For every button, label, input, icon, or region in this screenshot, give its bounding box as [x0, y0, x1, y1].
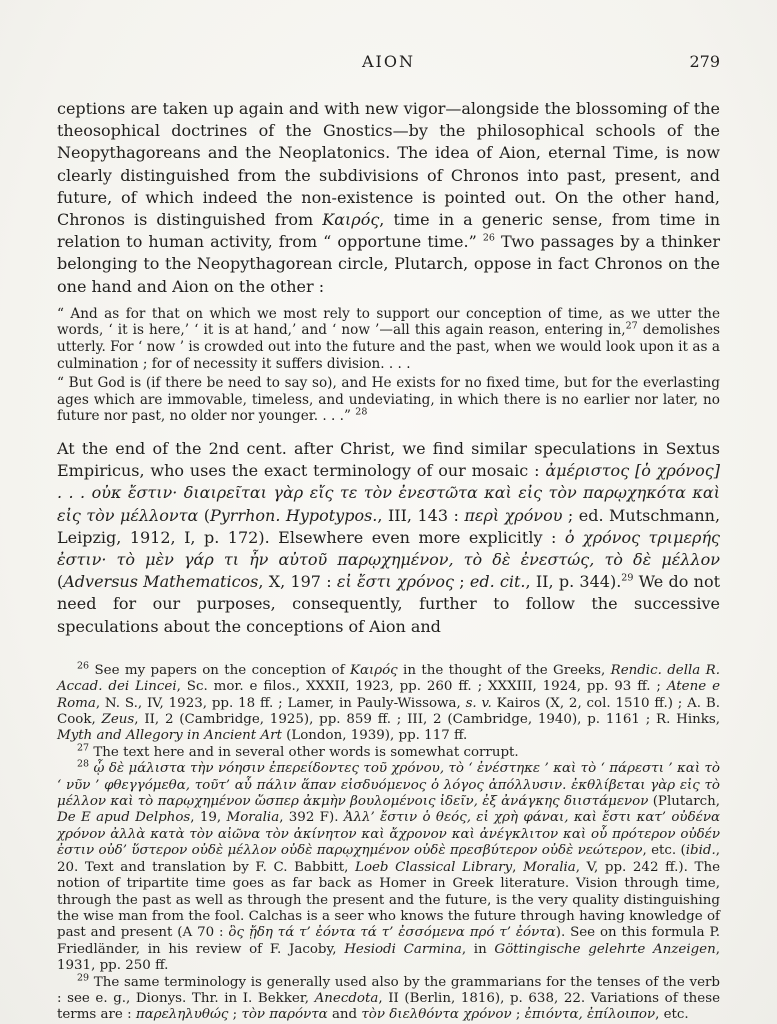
footnote-29: $^{29}$ The same terminology is generally used also by the grammarians for the tenses of the verb : see e. g., Dionys. Thr. in I. Bekker, Anecdota, II (Berlin, 1816), p. 638, 22. Variations of these terms are : παρεληλυθώς ; τὸν παρόντα and τὸν διελθόντα χρόνον ; ἐπιόντα, ἐπίλοιπον, etc. [57, 972, 720, 1023]
quote-paragraph-2: “ But God is (if there be need to say so), and He exists for no fixed time, but for the everlasting ages which are immovable, timeless, and undeviating, in which there is no earlier nor later, no future nor past, no older nor younger. . . .” $^{28}$ [57, 375, 720, 425]
footnotes-section [57, 660, 721, 1024]
paragraph-1: ceptions are taken up again and with new vigor—alongside the blossoming of the theosophical doctrines of the Gnostics—by the philosophical schools of the Neopythagoreans and the Neoplatonics. The idea of Aion, eternal Time, is now clearly distinguished from the subdivisions of Chronos into past, present, and future, of which indeed the non-existence is pointed out. On the other hand, Chronos is distinguished from Καιρός, time in a generic sense, from time in relation to human activity, from “ opportune time.” $^{26}$ Two passages by a thinker belonging to the Neopythagorean circle, Plutarch, oppose in fact Chronos on the one hand and Aion on the other : [57, 99, 721, 296]
block-quote [57, 306, 720, 425]
footnote-27: $^{27}$ The text here and in several other words is somewhat corrupt. [77, 742, 519, 760]
running-header [57, 52, 720, 72]
footnote-28: $^{28}$ ᾧ δὲ μάλιστα τὴν νόησιν ἐπερείδοντες τοῦ χρόνου, τὸ ‘ ἐνέστηκε ’ καὶ τὸ ‘ πάρεστι ’ καὶ τὸ ‘ νῦν ’ φθεγγόμεθα, τοῦτ’ αὖ πάλιν ἅπαν εἰσδυόμενος ὁ λόγος ἀπόλλυσιν. ἐκθλίβεται γὰρ εἰς τὸ μέλλον καὶ τὸ παρῳχημένον ὥσπερ ἀκμὴν βουλομένοις ἰδεῖν, ἐξ ἀνάγκης διιστάμενον (Plutarch, De E apud Delphos, 19, Moralia, 392 F). Ἀλλ’ ἔστιν ὁ θεός, εἰ χρὴ φάναι, καὶ ἔστι κατ’ οὐδένα χρόνον ἀλλὰ κατὰ τὸν αἰῶνα τὸν ἀκίνητον καὶ ἄχρονον καὶ ἀνέγκλιτον καὶ οὗ πρότερον οὐδέν ἐστιν οὐδ’ ὕστερον οὐδὲ μέλλον οὐδὲ παρῳχημένον οὐδὲ πρεσβύτερον οὐδὲ νεώτερον, etc. (ibid., 20. Text and translation by F. C. Babbitt, Loeb Classical Library, Moralia, V, pp. 242 ff.). The notion of tripartite time goes as far back as Homer in Greek literature. Vision through time, through the past as well as through the present and the future, is the very quality distinguishing the wise man from the fool. Calchas is a seer who knows the future through having knowledge of past and present (Α 70 : ὃς ᾔδη τά τ’ ἐόντα τά τ’ ἐσσόμενα πρό τ’ ἐόντα). See on this formula P. Friedländer, in his review of F. Jacoby, Hesiodi Carmina, in Göttingische gelehrte Anzeigen, 1931, pp. 250 ff. [57, 758, 721, 974]
footnote-26: $^{26}$ See my papers on the conception of Καιρός in the thought of the Greeks, Rendic. della R. Accad. dei Lincei, Sc. mor. e filos., XXXII, 1923, pp. 260 ff. ; XXXIII, 1924, pp. 93 ff. ; Atene e Roma, N. S., IV, 1923, pp. 18 ff. ; Lamer, in Pauly-Wissowa, s. v. Kairos (X, 2, col. 1510 ff.) ; A. B. Cook, Zeus, II, 2 (Cambridge, 1925), pp. 859 ff. ; III, 2 (Cambridge, 1940), p. 1161 ; R. Hinks, Myth and Allegory in Ancient Art (London, 1939), pp. 117 ff. [57, 660, 721, 744]
paragraph-2: At the end of the 2nd cent. after Christ, we find similar speculations in Sextus Empiricus, who uses the exact terminology of our mosaic : ἀμέριστος [ὁ χρόνος] . . . οὐκ ἔστιν· διαιρεῖται γὰρ εἴς τε τὸν ἐνεστῶτα καὶ εἰς τὸν παρῳχηκότα καὶ εἰς τὸν μέλλοντα (Pyrrhon. Hypotypos., III, 143 : περὶ χρόνου ; ed. Mutschmann, Leipzig, 1912, I, p. 172). Elsewhere even more explicitly : ὁ χρόνος τριμερής ἐστιν· τὸ μὲν γάρ τι ἦν αὐτοῦ παρῳχημένον, τὸ δὲ ἐνεστώς, τὸ δὲ μέλλον (Adversus Mathematicos, X, 197 : εἰ ἔστι χρόνος ; ed. cit., II, p. 344).$^{29}$ We do not need for our purposes, consequently, further to follow the successive speculations about the conceptions of Aion and [57, 438, 721, 636]
page-number: 279 [689, 52, 720, 71]
page-title: AION [362, 52, 415, 71]
body-text [57, 98, 720, 638]
quote-paragraph-1: “ And as for that on which we most rely to support our conception of time, as we utter the words, ‘ it is here,’ ‘ it is at hand,’ and ‘ now ’—all this again reason, entering in,$^{27}$ demolishes utterly. For ‘ now ’ is crowded out into the future and the past, when we would look upon it as a culmination ; for of necessity it suffers division. . . . [57, 305, 720, 372]
